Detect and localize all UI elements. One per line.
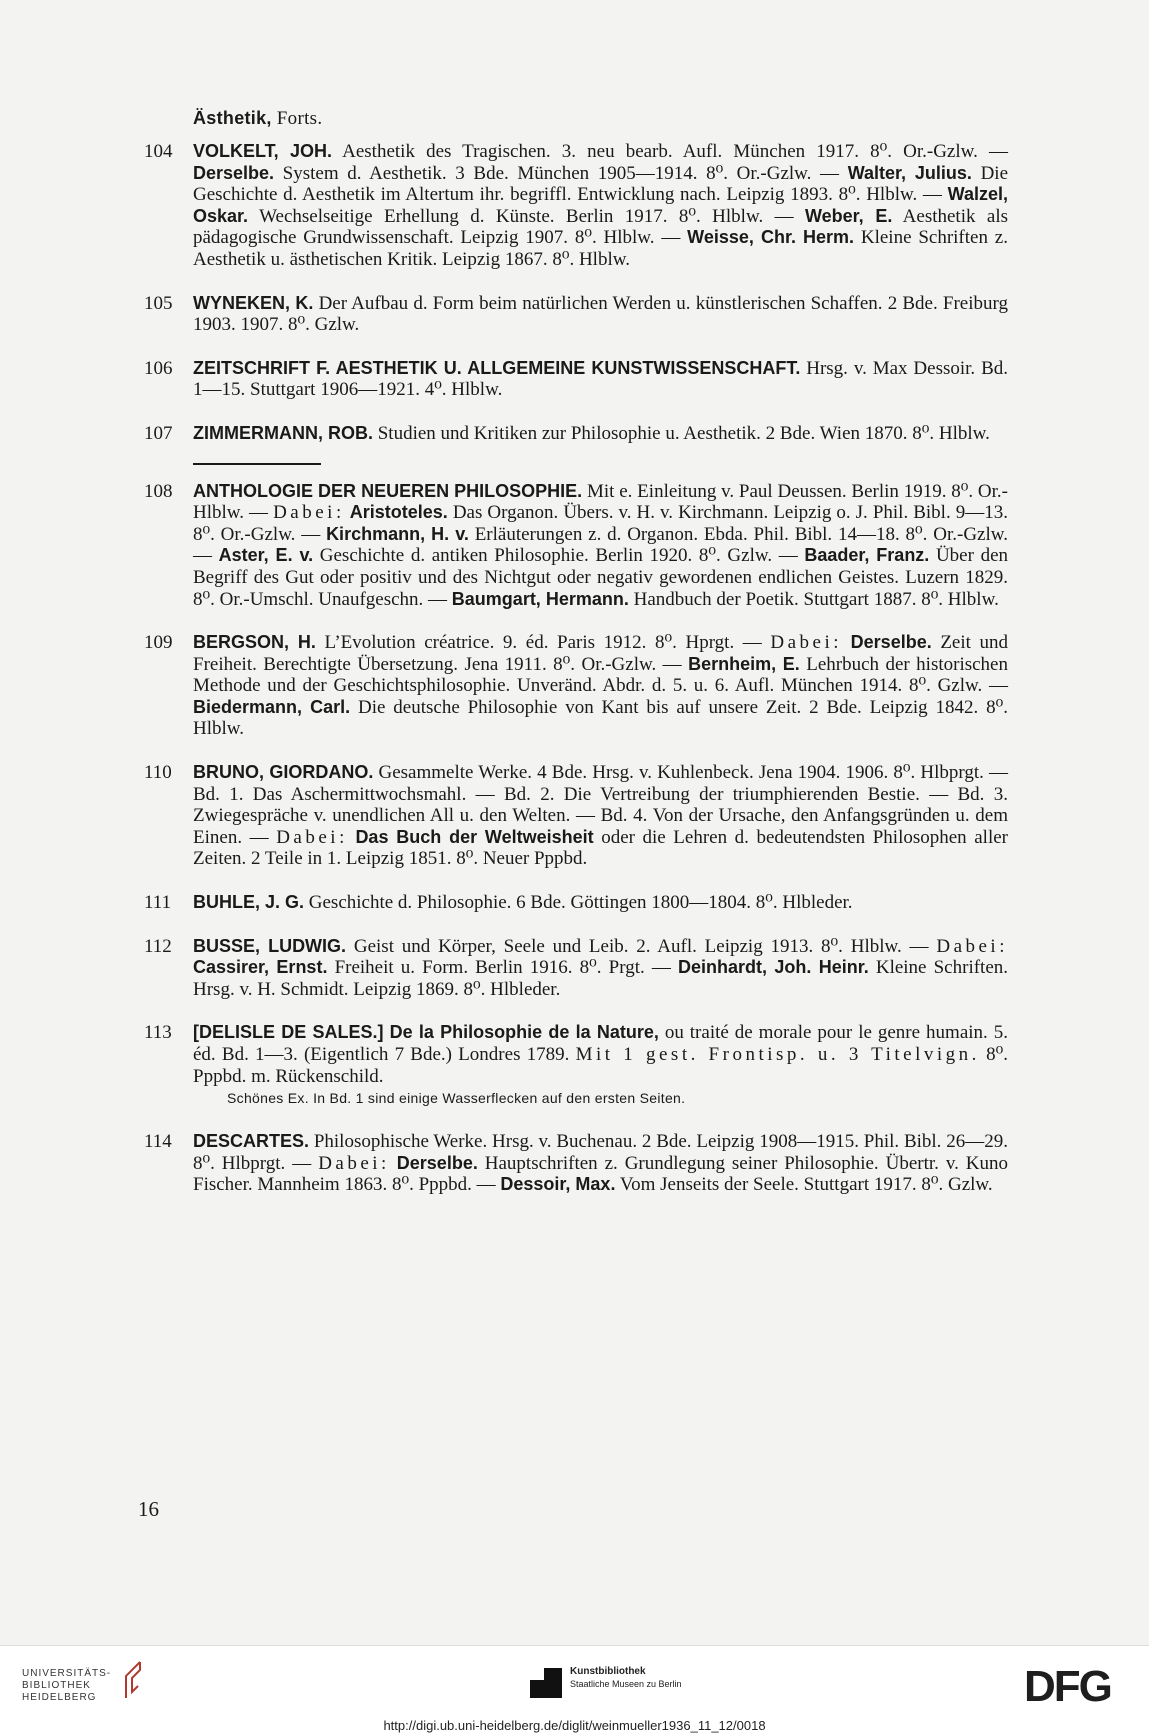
entry-author: Walter, Julius. xyxy=(847,162,972,183)
footer xyxy=(0,1645,1149,1736)
catalog-entry xyxy=(0,1022,1149,1109)
entry-description: Studien und Kritiken zur Philosophie u. Aesthetik. 2 Bde. Wien 1870. 8⁰. Hlblw. xyxy=(372,422,990,444)
entry-text xyxy=(193,481,1008,611)
entry-author: Biedermann, Carl. xyxy=(193,696,351,717)
entry-author: Derselbe. xyxy=(850,632,932,653)
entry-description xyxy=(842,632,851,653)
entry-text xyxy=(193,936,1008,1001)
logo-line: BIBLIOTHEK xyxy=(22,1680,91,1691)
entry-description: Gesammelte Werke. 4 Bde. Hrsg. v. Kuhlenbeck. Jena 1904. 1906. 8⁰. Hlbprgt. — Bd. 1. Das Aschermittwochsmahl. — Bd. 2. Die Vertreibung der triumphierenden Bestie. — Bd. 3. Zwiegespräche v. unendlichen All u. den Welten. — Bd. 4. Von der Ursache, den Anfangsgründen u. dem Einen. — xyxy=(193,762,1008,848)
entry-text xyxy=(193,423,1008,445)
entry-description: Philosophische Werke. Hrsg. v. Buchenau. 2 Bde. Leipzig 1908—1915. Phil. Bibl. 26—29. 8⁰. Hlbprgt. — xyxy=(193,1131,1008,1174)
entry-author: Baader, Franz. xyxy=(804,545,930,566)
entry-text xyxy=(193,892,1008,914)
section-title: Ästhetik, xyxy=(193,108,272,128)
entry-description: Kleine Schriften. Hrsg. v. H. Schmidt. Leipzig 1869. 8⁰. Hlbleder. xyxy=(193,957,1009,1000)
spaced-text: Mit 1 gest. Frontisp. u. 3 Titelvign. xyxy=(575,1044,980,1065)
spaced-text: Dabei: xyxy=(770,632,843,654)
entry-description: Wechselseitige Erhellung d. Künste. Berlin 1917. 8⁰. Hlblw. — xyxy=(248,205,805,227)
catalog-entry xyxy=(0,936,1149,1001)
entry-author: Derselbe. xyxy=(396,1152,478,1173)
entry-note: Schönes Ex. In Bd. 1 sind einige Wasserflecken auf den ersten Seiten. xyxy=(227,1090,686,1107)
catalog-entry xyxy=(0,358,1149,401)
kunstbibliothek-logo-icon xyxy=(530,1668,562,1698)
entry-description: oder die Lehren d. bedeutendsten Philosophen aller Zeiten. 2 Teile in 1. Leipzig 1851. 8⁰. Neuer Pppbd. xyxy=(193,826,1008,870)
lot-number: 104 xyxy=(144,141,173,162)
entry-description: Geschichte d. Philosophie. 6 Bde. Göttingen 1800—1804. 8⁰. Hlbleder. xyxy=(304,892,853,914)
lot-number: 108 xyxy=(144,480,173,502)
entry-description: Vom Jenseits der Seele. Stuttgart 1917. 8⁰. Gzlw. xyxy=(615,1174,993,1196)
entry-author: WYNEKEN, K. xyxy=(193,292,314,313)
catalog-entry xyxy=(0,293,1149,336)
entry-author: Dessoir, Max. xyxy=(500,1174,616,1195)
entry-description: Zeit und Freiheit. Berechtigte Übersetzung. Jena 1911. 8⁰. Or.-Gzlw. — xyxy=(193,632,1009,675)
entry-text xyxy=(193,358,1008,401)
catalog-entry xyxy=(0,423,1149,445)
lot-number: 105 xyxy=(144,292,173,314)
entry-author: ZIMMERMANN, ROB. xyxy=(193,422,373,443)
entry-author: BUSSE, LUDWIG. xyxy=(193,935,347,956)
kb-title: Kunstbibliothek xyxy=(570,1666,646,1677)
entry-description: L’Evolution créatrice. 9. éd. Paris 1912. 8⁰. Hprgt. — xyxy=(315,632,771,654)
entry-description: Mit e. Einleitung v. Paul Deussen. Berlin 1919. 8⁰. Or.-Hlblw. — xyxy=(193,480,1008,524)
entry-author: Weisse, Chr. Herm. xyxy=(687,227,855,248)
entry-author: Walzel, Oskar. xyxy=(193,184,1008,226)
entry-description: Aesthetik des Tragischen. 3. neu bearb. Aufl. München 1917. 8⁰. Or.-Gzlw. — xyxy=(332,141,1008,162)
entry-author: Aristoteles. xyxy=(349,502,448,523)
kb-subtitle: Staatliche Museen zu Berlin xyxy=(570,1679,682,1689)
entry-author: ANTHOLOGIE DER NEUEREN PHILOSOPHIE. xyxy=(193,480,583,501)
entry-description: Handbuch der Poetik. Stuttgart 1887. 8⁰. Hlblw. xyxy=(628,588,999,610)
lot-number: 112 xyxy=(144,935,172,957)
catalog-entry xyxy=(0,141,1149,271)
entry-author: Derselbe. xyxy=(193,162,275,183)
entry-description: Lehrbuch der historischen Methode und der Geschichtsphilosophie. Unveränd. Abdr. d. 5. u. 6. Aufl. München 1914. 8⁰. Gzlw. — xyxy=(193,653,1008,697)
catalog-entry xyxy=(0,1131,1149,1196)
spaced-text: Dabei: xyxy=(276,826,348,848)
spaced-text: Dabei: xyxy=(318,1152,390,1174)
lot-number: 114 xyxy=(144,1131,172,1153)
entry-description: Das Organon. Übers. v. H. v. Kirchmann. Leipzig o. J. Phil. Bibl. 9—13. 8⁰. Or.-Gzlw. — xyxy=(193,502,1008,545)
entry-author: Baumgart, Hermann. xyxy=(451,588,629,609)
entry-text xyxy=(193,762,1008,870)
entry-description: Geist und Körper, Seele und Leib. 2. Aufl. Leipzig 1913. 8⁰. Hlblw. — xyxy=(346,935,937,957)
dfg-logo[interactable]: DFG xyxy=(1024,1662,1111,1711)
entry-description xyxy=(390,1153,397,1174)
entry-text xyxy=(193,1131,1008,1196)
catalog-entries xyxy=(0,141,1149,1218)
entry-description: Hauptschriften z. Grundlegung seiner Philosophie. Übertr. v. Kuno Fischer. Mannheim 1863. 8⁰. Pppbd. — xyxy=(193,1152,1008,1196)
entry-text xyxy=(193,632,1008,740)
entry-text xyxy=(193,293,1008,336)
entry-author: Aster, E. v. xyxy=(218,545,314,566)
kunstbibliothek-text[interactable] xyxy=(570,1666,682,1690)
entry-description: System d. Aesthetik. 3 Bde. München 1905—1914. 8⁰. Or.-Gzlw. — xyxy=(274,162,848,184)
entry-description: Geschichte d. antiken Philosophie. Berlin 1920. 8⁰. Gzlw. — xyxy=(313,545,805,567)
page-header xyxy=(193,108,322,130)
entry-author: DESCARTES. xyxy=(193,1131,310,1152)
entry-text xyxy=(193,1022,1008,1109)
lot-number: 109 xyxy=(144,632,173,654)
entry-description: Hrsg. v. Max Dessoir. Bd. 1—15. Stuttgart 1906—1921. 4⁰. Hlblw. xyxy=(193,357,1008,401)
entry-description: ou traité de morale pour le genre humain. 5. éd. Bd. 1—3. (Eigentlich 7 Bde.) Londres 1789. xyxy=(193,1022,1008,1065)
entry-description: Der Aufbau d. Form beim natürlichen Werden u. künstlerischen Schaffen. 2 Bde. Freiburg 1903. 1907. 8⁰. Gzlw. xyxy=(193,292,1008,336)
entry-author: BUHLE, J. G. xyxy=(193,892,305,913)
entry-description: Über den Begriff des Gut oder positiv und des Nichtgut oder negativ gewordenen endlichen Geistes. Luzern 1829. 8⁰. Or.-Umschl. Unaufgeschn. — xyxy=(193,545,1009,610)
entry-author: VOLKELT, JOH. xyxy=(193,141,333,161)
entry-author: Weber, E. xyxy=(804,205,893,226)
entry-description: Freiheit u. Form. Berlin 1916. 8⁰. Prgt. — xyxy=(327,957,678,979)
university-library-logo[interactable] xyxy=(22,1668,111,1704)
entry-author: Kirchmann, H. v. xyxy=(326,523,469,544)
lot-number: 111 xyxy=(144,892,172,914)
logo-line: UNIVERSITÄTS- xyxy=(22,1668,112,1679)
entry-author: Bernheim, E. xyxy=(688,653,800,674)
entry-author: BRUNO, GIORDANO. xyxy=(193,762,374,783)
university-emblem-icon xyxy=(118,1660,144,1700)
entry-description: Die Geschichte d. Aesthetik im Altertum ihr. begriffl. Entwicklung nach. Leipzig 1893. 8⁰. Hlblw. — xyxy=(193,162,1009,206)
entry-description: Kleine Schriften z. Aesthetik u. ästhetischen Kritik. Leipzig 1867. 8⁰. Hlblw. xyxy=(193,227,1008,270)
entry-description: Die deutsche Philosophie von Kant bis auf unsere Zeit. 2 Bde. Leipzig 1842. 8⁰. Hlblw. xyxy=(193,696,1008,740)
entry-author: Das Buch der Weltweisheit xyxy=(355,826,594,847)
lot-number: 113 xyxy=(144,1022,172,1044)
lot-number: 107 xyxy=(144,422,173,444)
entry-description: Erläuterungen z. d. Organon. Ebda. Phil. Bibl. 14—18. 8⁰. Or.-Gzlw. — xyxy=(193,523,1008,567)
section-divider xyxy=(193,463,321,465)
entry-description: Aesthetik als pädagogische Grundwissenschaft. Leipzig 1907. 8⁰. Hlblw. — xyxy=(193,205,1008,249)
spaced-text: Dabei: xyxy=(273,502,345,524)
logo-line: HEIDELBERG xyxy=(22,1692,97,1703)
catalog-entry xyxy=(0,762,1149,870)
entry-author: Deinhardt, Joh. Heinr. xyxy=(677,957,869,978)
lot-number: 110 xyxy=(144,762,172,784)
page-url[interactable]: http://digi.ub.uni-heidelberg.de/diglit/weinmueller1936_11_12/0018 xyxy=(383,1718,766,1733)
lot-number: 106 xyxy=(144,357,173,379)
entry-author: BERGSON, H. xyxy=(193,632,316,653)
catalog-entry xyxy=(0,481,1149,611)
entry-author: [DELISLE DE SALES.] De la Philosophie de la Nature, xyxy=(193,1022,659,1043)
entry-author: Cassirer, Ernst. xyxy=(193,957,328,978)
page-number: 16 xyxy=(138,1497,159,1521)
catalog-entry xyxy=(0,632,1149,740)
entry-text xyxy=(193,141,1008,271)
section-continued: Forts. xyxy=(276,108,323,129)
spaced-text: Dabei: xyxy=(936,935,1008,957)
entry-author: ZEITSCHRIFT F. AESTHETIK U. ALLGEMEINE KUNSTWISSENSCHAFT. xyxy=(193,357,801,378)
entry-description: 8⁰. Pppbd. m. Rückenschild. xyxy=(193,1044,1008,1087)
catalog-entry xyxy=(0,892,1149,914)
